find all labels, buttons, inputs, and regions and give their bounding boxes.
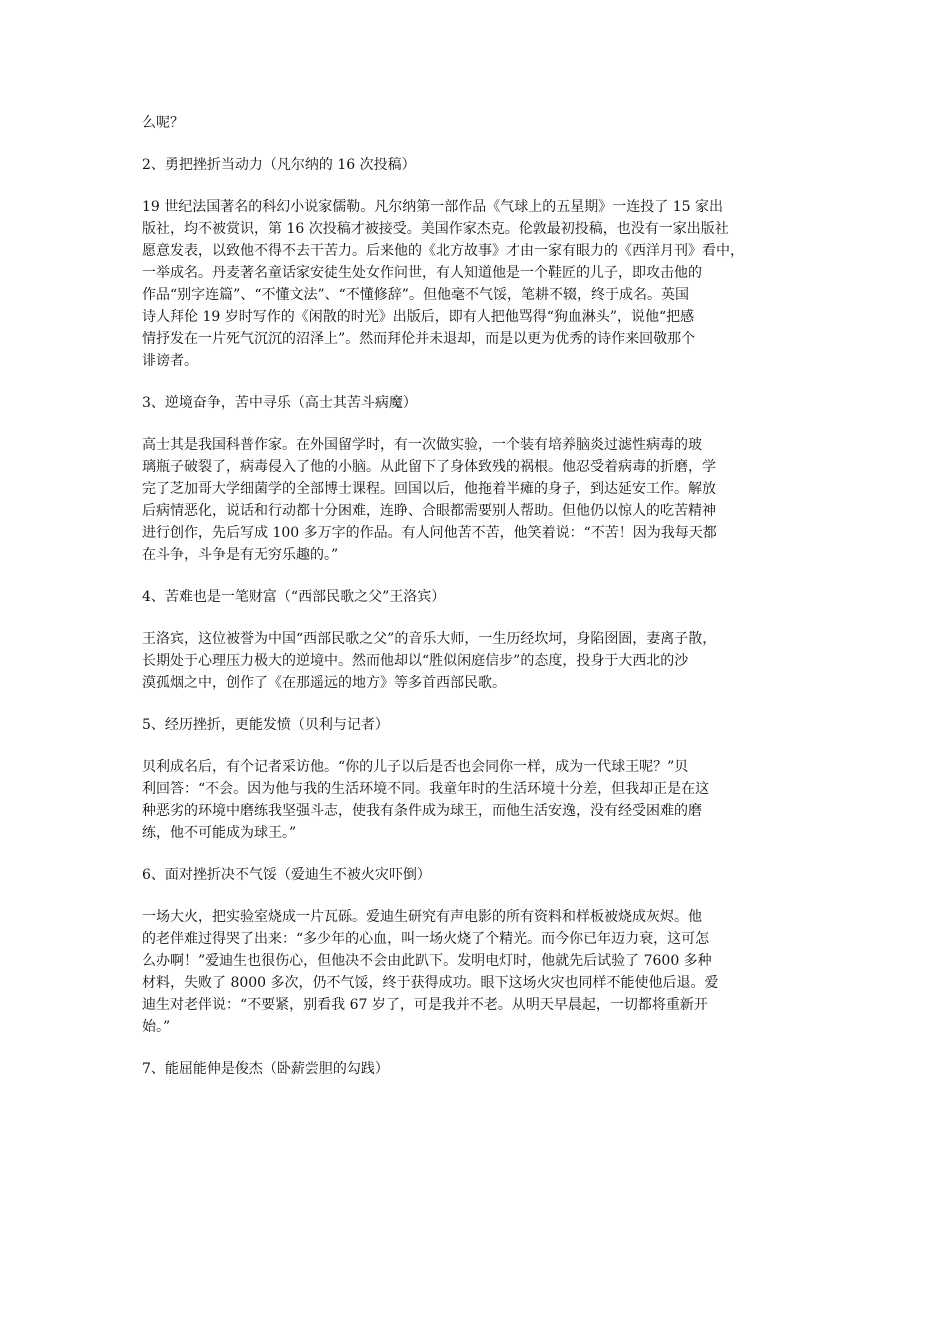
- text-line: 一场大火，把实验室烧成一片瓦砾。爱迪生研究有声电影的所有资料和样板被烧成灰烬。他: [142, 909, 702, 925]
- text-line: 么呢？: [142, 115, 184, 131]
- text-line: 迪生对老伴说：“不要紧，别看我 67 岁了，可是我并不老。从明天早晨起，一切都将重新开: [142, 997, 708, 1013]
- text-line: 后病情恶化，说话和行动都十分困难，连睁、合眼都需要别人帮助。但他仍以惊人的吃苦精神: [142, 503, 716, 519]
- section-heading: 3、逆境奋争，苦中寻乐（高士其苦斗病魔）: [142, 395, 417, 411]
- section-heading: 4、苦难也是一笔财富（“西部民歌之父”王洛宾）: [142, 589, 446, 605]
- text-line: 19 世纪法国著名的科幻小说家儒勒。凡尔纳第一部作品《气球上的五星期》一连投了 15 家出: [142, 199, 723, 215]
- text-line: 在斗争，斗争是有无穷乐趣的。”: [142, 547, 339, 563]
- text-line: 作品“别字连篇”、“不懂文法”、“不懂修辞”。但他毫不气馁，笔耕不辍，终于成名。英国: [142, 287, 689, 303]
- text-line: 版社，均不被赏识，第 16 次投稿才被接受。美国作家杰克。伦敦最初投稿，也没有一家出版社: [142, 221, 729, 237]
- paragraph: [142, 906, 810, 1038]
- text-line: 愿意发表，以致他不得不去干苦力。后来他的《北方故事》才由一家有眼力的《西洋月刊》看中，: [142, 243, 744, 259]
- text-line: 长期处于心理压力极大的逆境中。然而他却以“胜似闲庭信步”的态度，投身于大西北的沙: [142, 653, 689, 669]
- paragraph: [142, 112, 810, 134]
- text-line: 情抒发在一片死气沉沉的沼泽上”。然而拜伦并未退却，而是以更为优秀的诗作来回敬那个: [142, 331, 696, 347]
- text-line: 王洛宾，这位被誉为中国“西部民歌之父”的音乐大师，一生历经坎坷，身陷囹圄，妻离子散，: [142, 631, 717, 647]
- section-heading: 5、经历挫折，更能发愤（贝利与记者）: [142, 717, 389, 733]
- section-heading: 7、能屈能伸是俊杰（卧薪尝胆的勾践）: [142, 1061, 389, 1077]
- text-line: 高士其是我国科普作家。在外国留学时，有一次做实验，一个装有培养脑炎过滤性病毒的玻: [142, 437, 702, 453]
- text-line: 贝利成名后，有个记者采访他。“你的儿子以后是否也会同你一样，成为一代球王呢？”贝: [142, 759, 689, 775]
- text-line: 诽谤者。: [142, 353, 198, 369]
- text-line: 种恶劣的环境中磨练我坚强斗志，使我有条件成为球王，而他生活安逸，没有经受困难的磨: [142, 803, 702, 819]
- paragraph: [142, 628, 810, 694]
- text-line: 练，他不可能成为球王。”: [142, 825, 297, 841]
- text-line: 利回答：“不会。因为他与我的生活环境不同。我童年时的生活环境十分差，但我却正是在这: [142, 781, 710, 797]
- text-line: 漠孤烟之中，创作了《在那遥远的地方》等多首西部民歌。: [142, 675, 506, 691]
- paragraph: [142, 756, 810, 844]
- text-line: 始。”: [142, 1019, 171, 1035]
- text-line: 进行创作，先后写成 100 多万字的作品。有人问他苦不苦，他笑着说：“不苦！因为我每天都: [142, 525, 717, 541]
- paragraph: [142, 434, 810, 566]
- text-line: 的老伴难过得哭了出来：“多少年的心血，叫一场火烧了个精光。而今你已年迈力衰，这可怎: [142, 931, 710, 947]
- text-line: 完了芝加哥大学细菌学的全部博士课程。回国以后，他拖着半瘫的身子，到达延安工作。解放: [142, 481, 716, 497]
- text-line: 材料，失败了 8000 多次，仍不气馁，终于获得成功。眼下这场火灾也同样不能使他后退。爱: [142, 975, 719, 991]
- document-page: [142, 112, 810, 1100]
- section-heading: 6、面对挫折决不气馁（爱迪生不被火灾吓倒）: [142, 867, 431, 883]
- text-line: 诗人拜伦 19 岁时写作的《闲散的时光》出版后，即有人把他骂得“狗血淋头”，说他“把感: [142, 309, 695, 325]
- text-line: 璃瓶子破裂了，病毒侵入了他的小脑。从此留下了身体致残的祸根。他忍受着病毒的折磨，学: [142, 459, 716, 475]
- text-line: 一举成名。丹麦著名童话家安徒生处女作问世，有人知道他是一个鞋匠的儿子，即攻击他的: [142, 265, 702, 281]
- text-line: 么办啊！”爱迪生也很伤心，但他决不会由此趴下。发明电灯时，他就先后试验了 7600 多种: [142, 953, 712, 969]
- paragraph: [142, 196, 810, 372]
- section-heading: 2、勇把挫折当动力（凡尔纳的 16 次投稿）: [142, 157, 416, 173]
